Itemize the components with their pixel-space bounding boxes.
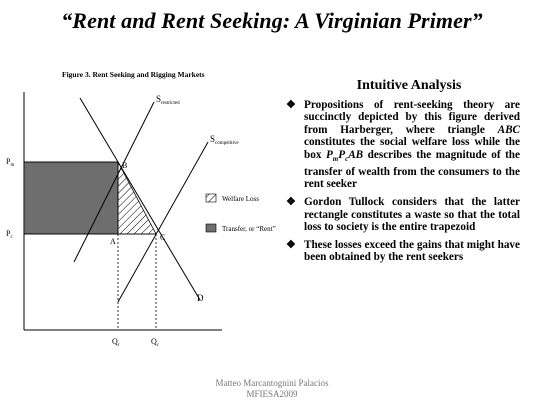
abc-label: ABC bbox=[497, 123, 520, 136]
footer-author: Matteo Marcantognini Palacios bbox=[215, 378, 329, 388]
intuitive-analysis-panel bbox=[284, 80, 520, 269]
slide-title: “Rent and Rent Seeking: A Virginian Primer” bbox=[61, 8, 483, 33]
s-competitive-label: $S_{competitive}$ bbox=[210, 134, 239, 146]
demand-label: D bbox=[197, 293, 204, 303]
footer-program: MFIESA2009 bbox=[246, 389, 298, 399]
analysis-text: Gordon Tullock considers that the latter rectangle constitutes a waste so that the total loss to society is the entire trapezoid bbox=[304, 195, 520, 234]
qc-axis-label: $Q_c$ bbox=[151, 337, 160, 348]
analysis-text: constitutes the social welfare loss while the box bbox=[304, 136, 520, 161]
analysis-text: Propositions of rent-seeking theory are succinctly depicted by this figure derived from Harberger, where triangle bbox=[304, 98, 520, 136]
analysis-text: These losses exceed the gains that might have been obtained by the rent seekers bbox=[304, 238, 520, 264]
analysis-point-1 bbox=[284, 99, 520, 191]
transfer-rent-box bbox=[24, 162, 118, 234]
s-restricted-label: $S_{restricted}$ bbox=[156, 94, 180, 106]
figure-caption: Figure 3. Rent Seeking and Rigging Markets bbox=[62, 70, 205, 79]
analysis-heading: Intuitive Analysis bbox=[356, 78, 462, 93]
point-a-label: A bbox=[110, 237, 116, 246]
welfare-loss-triangle bbox=[118, 162, 156, 234]
analysis-point-2 bbox=[284, 196, 520, 234]
slide-footer bbox=[0, 378, 544, 400]
analysis-point-3 bbox=[284, 239, 520, 264]
point-c-label: C bbox=[160, 233, 166, 242]
legend-transfer-label: Transfer, or “Rent” bbox=[222, 225, 276, 233]
pm-axis-label: $P_m$ bbox=[6, 157, 15, 168]
legend-welfare-loss-swatch bbox=[206, 194, 216, 202]
diamond-bullet-icon: ❖ bbox=[286, 98, 296, 111]
legend-welfare-loss-label: Welfare Loss bbox=[222, 195, 259, 203]
analysis-text: describes the magnitude of the transfer of wealth from the consumers to the rent seeker bbox=[304, 148, 520, 191]
analysis-list bbox=[284, 99, 520, 264]
pc-axis-label: $P_c$ bbox=[6, 229, 13, 240]
diamond-bullet-icon: ❖ bbox=[286, 238, 296, 251]
qr-axis-label: $Q_r$ bbox=[112, 337, 120, 348]
box-label: $P_mP_cAB$ bbox=[325, 148, 364, 164]
diamond-bullet-icon: ❖ bbox=[286, 195, 296, 208]
legend-transfer-swatch bbox=[206, 224, 216, 232]
point-b-label: B bbox=[122, 161, 128, 170]
